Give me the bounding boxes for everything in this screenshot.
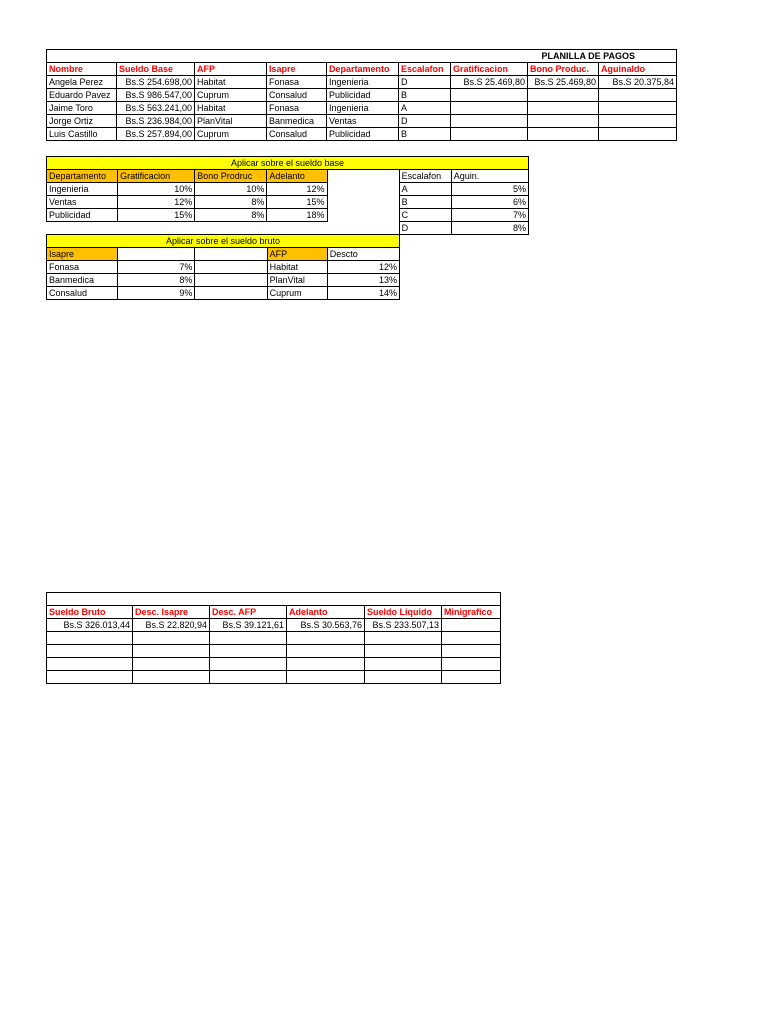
cell[interactable] [133, 658, 210, 671]
table-row [47, 261, 400, 274]
cell[interactable]: Bs.S 986.547,00 [117, 89, 195, 102]
col-header: Aguin. [451, 170, 528, 183]
cell[interactable] [210, 645, 287, 658]
cell[interactable]: Bs.S 30.563,76 [287, 619, 365, 632]
col-header: Gratificacion [451, 63, 528, 76]
col-header: Gratificacion [118, 170, 195, 183]
cell[interactable]: Bs.S 326.013,44 [47, 619, 133, 632]
cell[interactable]: Publicidad [47, 209, 118, 222]
table-row [47, 209, 529, 222]
cell[interactable]: Bs.S 25.469,80 [528, 76, 599, 89]
col-header: Sueldo Bruto [47, 606, 133, 619]
col-header: Desc. Isapre [133, 606, 210, 619]
cell[interactable] [599, 128, 677, 141]
col-header: Desc. AFP [210, 606, 287, 619]
cell[interactable]: PlanVital [195, 115, 267, 128]
cell[interactable] [47, 632, 133, 645]
cell[interactable]: Cuprum [195, 128, 267, 141]
cell[interactable] [442, 671, 501, 684]
cell[interactable]: 12% [118, 196, 195, 209]
cell[interactable]: Fonasa [267, 102, 327, 115]
cell[interactable]: Ingenieria [327, 76, 399, 89]
planilla-table [46, 49, 677, 141]
cell[interactable] [442, 632, 501, 645]
cell[interactable]: 18% [267, 209, 327, 222]
cell[interactable] [133, 645, 210, 658]
col-header: Sueldo Base [117, 63, 195, 76]
cell[interactable] [365, 632, 442, 645]
cell[interactable] [599, 115, 677, 128]
cell[interactable]: 12% [267, 183, 327, 196]
col-header: Nombre [47, 63, 117, 76]
cell[interactable]: Habitat [195, 76, 267, 89]
cell[interactable]: A [399, 183, 451, 196]
cell[interactable] [365, 671, 442, 684]
col-header: Minigrafico [442, 606, 501, 619]
cell[interactable] [528, 89, 599, 102]
cell[interactable]: Habitat [195, 102, 267, 115]
cell[interactable] [442, 658, 501, 671]
cell[interactable]: Consalud [267, 89, 327, 102]
cell[interactable]: 15% [118, 209, 195, 222]
cell[interactable] [365, 645, 442, 658]
cell[interactable] [451, 128, 528, 141]
cell[interactable]: Consalud [267, 128, 327, 141]
cell[interactable]: Bs.S 25.469,80 [451, 76, 528, 89]
cell[interactable] [47, 658, 133, 671]
table-row [47, 183, 529, 196]
cell[interactable] [287, 632, 365, 645]
cell[interactable]: Luis Castillo [47, 128, 117, 141]
cell[interactable]: Bs.S 257.894,00 [117, 128, 195, 141]
table-row [47, 671, 501, 684]
table-row [47, 89, 677, 102]
cell[interactable]: 8% [118, 274, 195, 287]
cell[interactable] [133, 632, 210, 645]
cell[interactable] [287, 645, 365, 658]
col-header: Bono Produc. [528, 63, 599, 76]
col-header: Sueldo Liquido [365, 606, 442, 619]
cell[interactable]: 8% [451, 222, 528, 235]
cell[interactable] [451, 102, 528, 115]
cell[interactable]: Bs.S 563.241,00 [117, 102, 195, 115]
cell[interactable]: Ingenieria [327, 102, 399, 115]
table-row [47, 102, 677, 115]
cell[interactable]: Banmedica [47, 274, 118, 287]
cell[interactable]: Eduardo Pavez [47, 89, 117, 102]
cell[interactable]: Bs.S 254.698,00 [117, 76, 195, 89]
cell[interactable]: Cuprum [195, 89, 267, 102]
cell[interactable]: 7% [118, 261, 195, 274]
cell[interactable]: PlanVital [267, 274, 327, 287]
cell[interactable]: B [399, 128, 451, 141]
cell[interactable]: 6% [451, 196, 528, 209]
sueldo-bruto-title: Aplicar sobre el sueldo bruto [47, 235, 400, 248]
planilla-title: PLANILLA DE PAGOS [528, 50, 677, 63]
cell[interactable]: Jorge Ortiz [47, 115, 117, 128]
table-row [47, 619, 501, 632]
table-row [47, 128, 677, 141]
cell[interactable]: 10% [118, 183, 195, 196]
cell[interactable]: 5% [451, 183, 528, 196]
cell[interactable]: D [399, 76, 451, 89]
col-header: Escalafon [399, 63, 451, 76]
col-header: Isapre [47, 248, 118, 261]
cell[interactable] [451, 89, 528, 102]
sueldo-base-title: Aplicar sobre el sueldo base [47, 157, 529, 170]
cell[interactable]: Ingenieria [47, 183, 118, 196]
col-header: Adelanto [287, 606, 365, 619]
cell[interactable] [287, 658, 365, 671]
cell[interactable]: Habitat [267, 261, 327, 274]
cell[interactable] [47, 645, 133, 658]
cell[interactable]: Bs.S 233.507,13 [365, 619, 442, 632]
col-header: AFP [267, 248, 327, 261]
cell[interactable] [528, 115, 599, 128]
cell[interactable] [442, 645, 501, 658]
cell[interactable]: 15% [267, 196, 327, 209]
cell[interactable]: 14% [327, 287, 399, 300]
cell[interactable]: B [399, 196, 451, 209]
table-row [47, 658, 501, 671]
cell[interactable]: D [399, 115, 451, 128]
cell[interactable] [599, 89, 677, 102]
col-header: AFP [195, 63, 267, 76]
table-row [47, 632, 501, 645]
cell[interactable] [528, 128, 599, 141]
cell[interactable]: 12% [327, 261, 399, 274]
cell[interactable]: Bs.S 20.375,84 [599, 76, 677, 89]
cell[interactable]: Bs.S 22.820,94 [133, 619, 210, 632]
cell[interactable]: 13% [327, 274, 399, 287]
cell[interactable]: Publicidad [327, 128, 399, 141]
cell[interactable]: Cuprum [267, 287, 327, 300]
cell[interactable] [442, 619, 501, 632]
cell[interactable]: 7% [451, 209, 528, 222]
col-header: Departamento [327, 63, 399, 76]
cell[interactable]: Ventas [327, 115, 399, 128]
cell[interactable]: Publicidad [327, 89, 399, 102]
table-row [47, 115, 677, 128]
table-row [47, 76, 677, 89]
resumen-table [46, 592, 501, 684]
table-row [47, 274, 400, 287]
col-header: Escalafon [399, 170, 451, 183]
cell[interactable]: Angela Perez [47, 76, 117, 89]
col-header: Departamento [47, 170, 118, 183]
cell[interactable]: Fonasa [267, 76, 327, 89]
cell[interactable]: Banmedica [267, 115, 327, 128]
cell[interactable]: D [399, 222, 451, 235]
col-header: Aguinaldo [599, 63, 677, 76]
cell[interactable]: B [399, 89, 451, 102]
cell[interactable]: Bs.S 236.984,00 [117, 115, 195, 128]
cell[interactable] [451, 115, 528, 128]
sueldo-base-table [46, 156, 529, 235]
cell[interactable] [365, 658, 442, 671]
table-row [47, 196, 529, 209]
col-header: Adelanto [267, 170, 327, 183]
sueldo-bruto-table [46, 234, 400, 300]
cell[interactable]: A [399, 102, 451, 115]
cell[interactable]: Fonasa [47, 261, 118, 274]
cell[interactable]: 8% [195, 209, 267, 222]
col-header: Isapre [267, 63, 327, 76]
cell[interactable] [599, 102, 677, 115]
cell[interactable]: Jaime Toro [47, 102, 117, 115]
cell[interactable] [287, 671, 365, 684]
col-header: Descto [327, 248, 399, 261]
cell[interactable] [528, 102, 599, 115]
cell[interactable]: Consalud [47, 287, 118, 300]
cell[interactable] [210, 671, 287, 684]
col-header: Bono Prodruc [195, 170, 267, 183]
table-row [47, 645, 501, 658]
table-row [47, 222, 529, 235]
cell[interactable] [210, 658, 287, 671]
cell[interactable]: Bs.S 39.121,61 [210, 619, 287, 632]
cell[interactable]: 8% [195, 196, 267, 209]
cell[interactable]: Ventas [47, 196, 118, 209]
cell[interactable]: C [399, 209, 451, 222]
table-row [47, 287, 400, 300]
cell[interactable] [210, 632, 287, 645]
cell[interactable] [133, 671, 210, 684]
cell[interactable] [47, 671, 133, 684]
cell[interactable]: 9% [118, 287, 195, 300]
cell[interactable]: 10% [195, 183, 267, 196]
